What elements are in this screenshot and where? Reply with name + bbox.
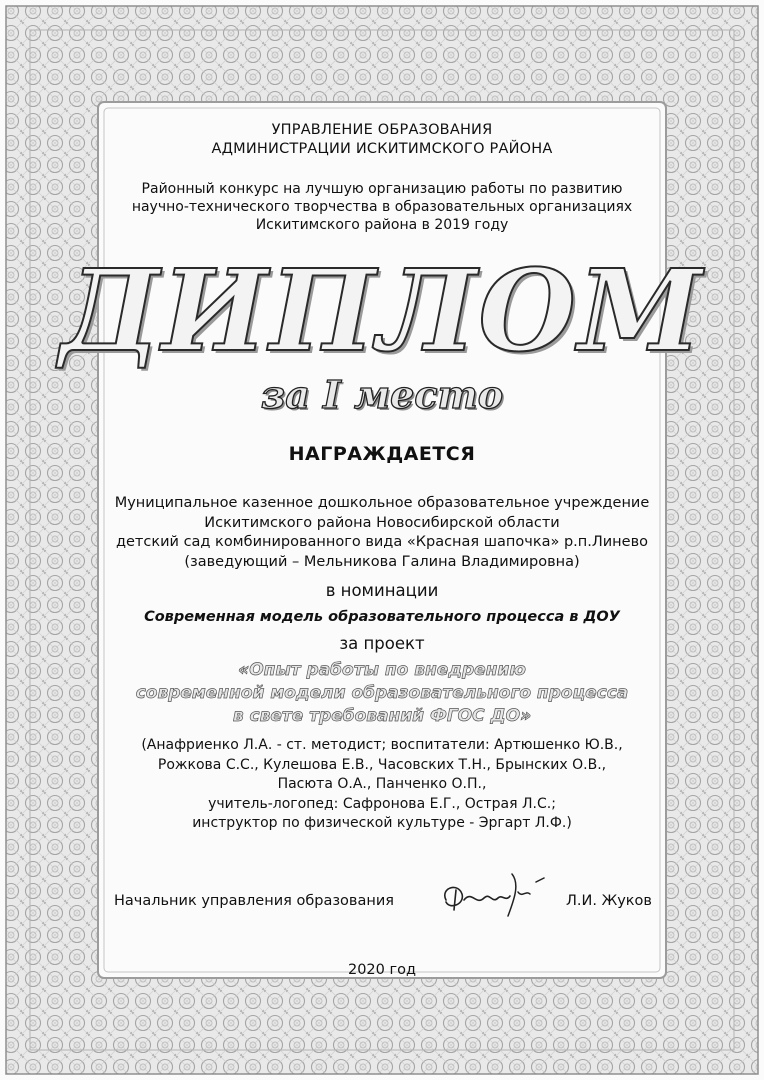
- signatory-position: Начальник управления образования: [114, 893, 394, 909]
- document-year: 2020 год: [347, 962, 417, 978]
- team-line-4: учитель-логопед: Сафронова Е.Г., Острая Л.С.;: [208, 795, 556, 812]
- issuer-line-2: АДМИНИСТРАЦИИ ИСКИТИМСКОГО РАЙОНА: [211, 141, 553, 157]
- issuer-line-1: УПРАВЛЕНИЕ ОБРАЗОВАНИЯ: [271, 122, 493, 138]
- project-label: за проект: [339, 634, 425, 653]
- nomination-label: в номинации: [325, 581, 439, 600]
- team-members: [0, 736, 764, 834]
- contest-line-3: Искитимского района в 2019 году: [255, 217, 509, 233]
- contest-description: [0, 180, 764, 234]
- contest-line-1: Районный конкурс на лучшую организацию работы по развитию: [141, 181, 623, 197]
- signatory-name: Л.И. Жуков: [566, 893, 652, 909]
- team-line-2: Рожкова С.С., Кулешова Е.В., Часовских Т.Н., Брынских О.В.,: [157, 756, 607, 773]
- diploma-title: ДИПЛОМ: [60, 246, 704, 377]
- nomination-name: Современная модель образовательного процесса в ДОУ: [144, 609, 620, 625]
- institution-line-1: Муниципальное казенное дошкольное образовательное учреждение: [114, 495, 650, 511]
- project-title-line-3: в свете требований ФГОС ДО»: [232, 706, 532, 726]
- handwritten-signature: [432, 860, 552, 930]
- team-line-1: (Анафриенко Л.А. - ст. методист; воспитатели: Артюшенко Ю.В.,: [141, 737, 623, 753]
- team-line-3: Пасюта О.А., Панченко О.П.,: [277, 776, 487, 792]
- project-title-line-2: современной модели образовательного процесса: [135, 683, 629, 703]
- place-award: за I место: [260, 372, 504, 417]
- institution-line-3: детский сад комбинированного вида «Красная шапочка» р.п.Линево: [115, 534, 648, 550]
- institution-block: [0, 494, 764, 572]
- project-title-line-1: «Опыт работы по внедрению: [238, 660, 526, 680]
- team-line-5: инструктор по физической культуре - Эргарт Л.Ф.): [192, 815, 572, 831]
- institution-line-2: Искитимского района Новосибирской области: [204, 514, 560, 531]
- awarded-heading: НАГРАЖДАЕТСЯ: [288, 443, 476, 465]
- contest-line-2: научно-технического творчества в образовательных организациях: [131, 199, 633, 215]
- project-title: [0, 659, 764, 728]
- institution-line-4: (заведующий – Мельникова Галина Владимировна): [184, 553, 580, 570]
- issuer-header: [0, 121, 764, 159]
